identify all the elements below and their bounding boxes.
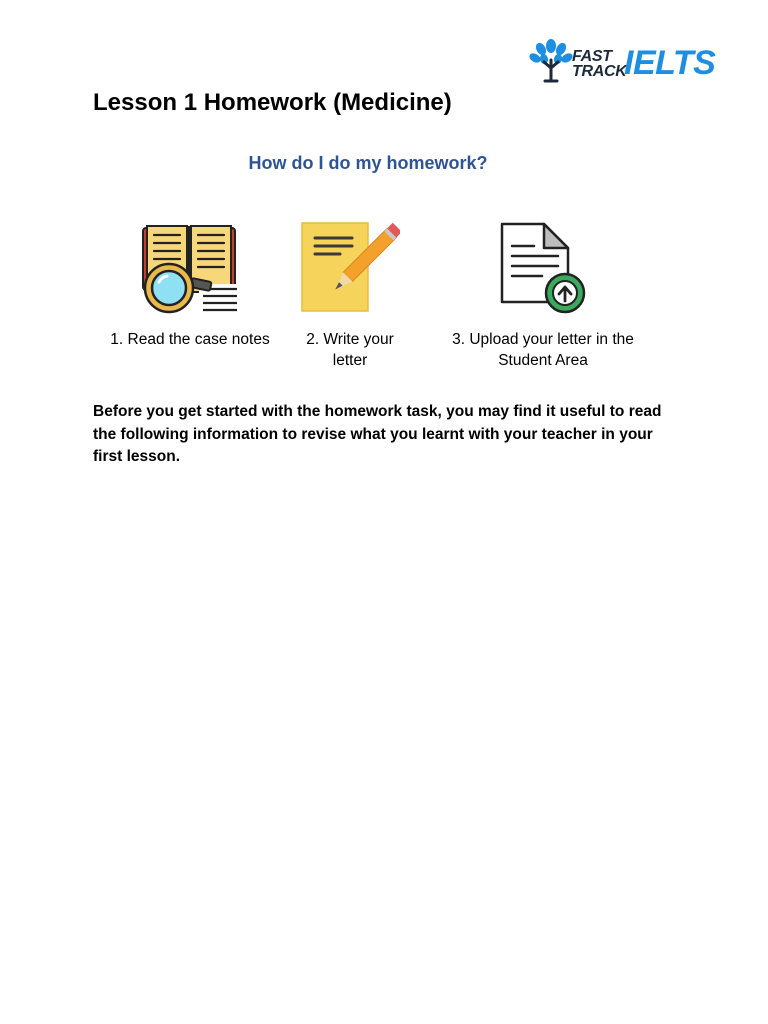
step-1-label: 1. Read the case notes [110,331,270,348]
intro-paragraph: Before you get started with the homework task, you may find it useful to read the following information to revise what you learnt with your teacher in your first lesson. [93,403,662,465]
page-title: Lesson 1 Homework (Medicine) [93,89,452,116]
tree-icon [528,38,574,84]
book-magnifier-icon [141,222,241,321]
logo-text-track: TRACK [572,63,627,80]
document-upload-icon [498,220,590,319]
fast-track-ielts-logo [528,38,716,86]
logo-text-fast: FAST [572,48,612,65]
notepad-pencil-icon [300,220,400,319]
step-2-label: 2. Write your letter [306,331,394,369]
logo-text-ielts: IELTS [624,44,716,82]
step-3-label: 3. Upload your letter in the Student Area [452,331,634,369]
homework-subtitle: How do I do my homework? [248,153,488,173]
